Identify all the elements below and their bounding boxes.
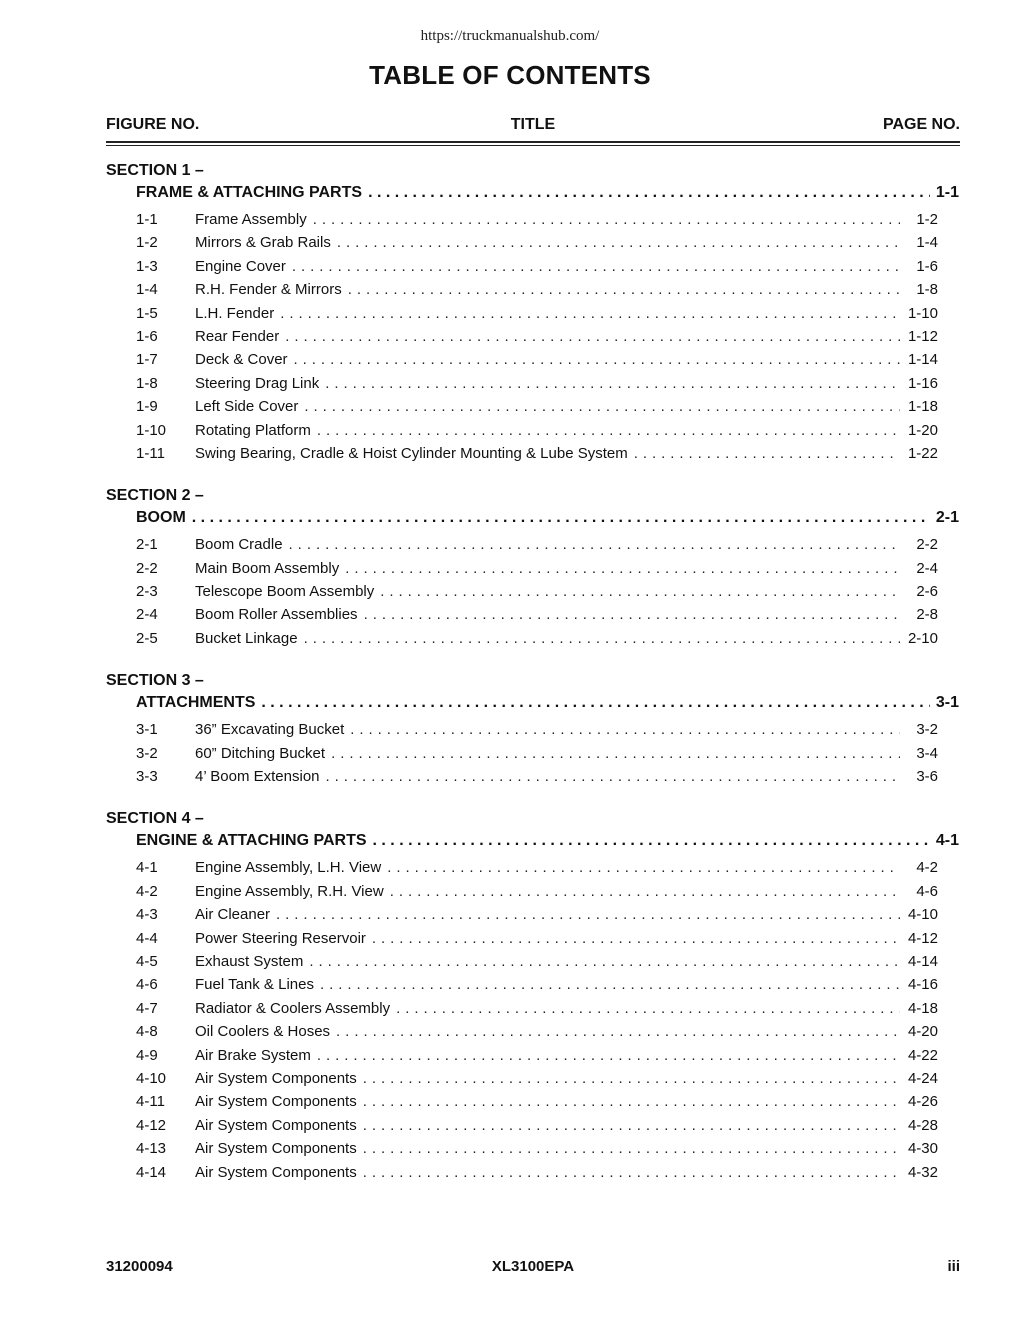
dot-leader xyxy=(363,1137,900,1160)
entry-title: 60” Ditching Bucket xyxy=(195,744,326,762)
entry-page: 2-2 xyxy=(916,536,938,554)
dot-leader xyxy=(326,765,900,788)
entry-page: 4-16 xyxy=(907,976,938,994)
entry-page: 4-26 xyxy=(907,1093,938,1111)
toc-entry[interactable] xyxy=(136,395,938,418)
toc-entry[interactable] xyxy=(136,1161,938,1184)
section-items xyxy=(106,208,960,465)
toc-entry[interactable] xyxy=(136,419,938,442)
dot-leader xyxy=(364,603,900,626)
page-title: TABLE OF CONTENTS xyxy=(369,60,651,90)
figure-number: 1-3 xyxy=(136,257,158,275)
entry-page: 4-14 xyxy=(907,952,938,970)
entry-page: 3-4 xyxy=(916,744,938,762)
entry-title: Rear Fender xyxy=(195,327,280,345)
dot-leader xyxy=(380,580,900,603)
dot-leader xyxy=(317,419,900,442)
entry-page: 4-24 xyxy=(907,1069,938,1087)
header-rule-top xyxy=(106,141,960,143)
dot-leader xyxy=(372,927,900,950)
section-items xyxy=(106,718,960,788)
dot-leader xyxy=(363,1067,900,1090)
dot-leader xyxy=(373,830,930,852)
figure-number: 4-12 xyxy=(136,1116,167,1134)
figure-number: 1-4 xyxy=(136,281,158,299)
dot-leader xyxy=(363,1090,900,1113)
entry-page: 4-12 xyxy=(907,929,938,947)
toc-entry[interactable] xyxy=(136,278,938,301)
figure-number: 1-7 xyxy=(136,351,158,369)
figure-number: 4-2 xyxy=(136,882,158,900)
dot-leader xyxy=(363,1114,900,1137)
section-label: SECTION 2 – xyxy=(106,487,204,505)
dot-leader xyxy=(325,372,900,395)
dot-leader xyxy=(387,856,900,879)
dot-leader xyxy=(368,182,930,204)
entry-title: Telescope Boom Assembly xyxy=(195,583,375,601)
toc-entry[interactable] xyxy=(136,880,938,903)
header-page-no: PAGE NO. xyxy=(882,116,960,133)
entry-page: 1-6 xyxy=(916,257,938,275)
entry-page: 3-6 xyxy=(916,768,938,786)
entry-page: 1-10 xyxy=(907,304,938,322)
dot-leader xyxy=(345,557,900,580)
entry-page: 4-6 xyxy=(916,882,938,900)
section-heading-entry[interactable] xyxy=(136,830,959,852)
entry-title: Left Side Cover xyxy=(195,398,299,416)
toc-section xyxy=(106,808,960,1183)
figure-number: 4-9 xyxy=(136,1046,158,1064)
section-title: BOOM xyxy=(136,509,186,527)
entry-title: Frame Assembly xyxy=(195,211,307,228)
dot-leader xyxy=(292,255,900,278)
entry-title: R.H. Fender & Mirrors xyxy=(195,281,342,299)
dot-leader xyxy=(363,1161,900,1184)
toc-entry[interactable] xyxy=(136,208,938,231)
figure-number: 1-9 xyxy=(136,398,158,416)
section-title: FRAME & ATTACHING PARTS xyxy=(136,184,363,201)
figure-number: 1-11 xyxy=(136,444,165,462)
footer-model: XL3100EPA xyxy=(491,1258,575,1275)
figure-number: 2-4 xyxy=(136,606,158,624)
source-url[interactable]: https://truckmanualshub.com/ xyxy=(420,28,600,44)
figure-number: 3-1 xyxy=(136,721,158,739)
figure-number: 4-14 xyxy=(136,1163,167,1181)
figure-number: 2-2 xyxy=(136,559,158,577)
figure-number: 1-6 xyxy=(136,327,158,345)
entry-title: Boom Roller Assemblies xyxy=(195,606,358,624)
toc-entry[interactable] xyxy=(136,255,938,278)
section-label: SECTION 4 – xyxy=(106,810,204,828)
dot-leader xyxy=(337,231,900,254)
header-title: TITLE xyxy=(510,116,556,133)
entry-page: 4-20 xyxy=(907,1023,938,1041)
entry-page: 4-2 xyxy=(916,859,938,877)
entry-page: 4-22 xyxy=(907,1046,938,1064)
figure-number: 4-7 xyxy=(136,999,158,1017)
figure-number: 4-13 xyxy=(136,1140,167,1158)
entry-page: 2-4 xyxy=(916,559,938,577)
dot-leader xyxy=(348,278,900,301)
figure-number: 1-1 xyxy=(136,211,158,228)
dot-leader xyxy=(331,742,900,765)
entry-page: 1-12 xyxy=(907,327,938,345)
section-items xyxy=(106,533,960,650)
toc-entry[interactable] xyxy=(136,997,938,1020)
figure-number: 4-6 xyxy=(136,976,158,994)
entry-page: 4-30 xyxy=(907,1140,938,1158)
entry-page: 1-20 xyxy=(907,421,938,439)
section-label: SECTION 1 – xyxy=(106,162,204,179)
entry-page: 3-2 xyxy=(916,721,938,739)
figure-number: 4-10 xyxy=(136,1069,167,1087)
toc-entry[interactable] xyxy=(136,973,938,996)
toc-entry[interactable] xyxy=(136,372,938,395)
entry-title: Engine Cover xyxy=(195,257,286,275)
section-items xyxy=(106,856,960,1183)
section-heading-entry[interactable] xyxy=(136,692,959,714)
figure-number: 4-8 xyxy=(136,1023,158,1041)
dot-leader xyxy=(289,533,900,556)
page-footer xyxy=(106,1258,960,1278)
dot-leader xyxy=(304,395,900,418)
section-title: ENGINE & ATTACHING PARTS xyxy=(136,832,367,850)
toc-entry[interactable] xyxy=(136,856,938,879)
dot-leader xyxy=(320,973,900,996)
entry-page: 1-22 xyxy=(907,444,938,462)
figure-number: 2-1 xyxy=(136,536,158,554)
entry-page: 2-8 xyxy=(916,606,938,624)
toc-entry[interactable] xyxy=(136,742,938,765)
section-heading-entry[interactable] xyxy=(136,507,959,529)
dot-leader xyxy=(285,325,900,348)
entry-title: Air System Components xyxy=(195,1163,357,1181)
toc-section xyxy=(106,485,960,650)
entry-title: Power Steering Reservoir xyxy=(195,929,366,947)
toc-entry[interactable] xyxy=(136,1044,938,1067)
entry-page: 4-18 xyxy=(907,999,938,1017)
toc-entry[interactable] xyxy=(136,603,938,626)
figure-number: 3-2 xyxy=(136,744,158,762)
toc-entry[interactable] xyxy=(136,302,938,325)
entry-title: Swing Bearing, Cradle & Hoist Cylinder Mounting & Lube System xyxy=(195,444,628,462)
toc-entry[interactable] xyxy=(136,1114,938,1137)
section-page: 4-1 xyxy=(935,832,959,850)
dot-leader xyxy=(192,507,930,529)
dot-leader xyxy=(280,302,900,325)
dot-leader xyxy=(294,348,900,371)
section-page: 1-1 xyxy=(935,184,959,201)
toc-section xyxy=(106,670,960,788)
dot-leader xyxy=(317,1044,900,1067)
toc-entry[interactable] xyxy=(136,903,938,926)
figure-number: 4-11 xyxy=(136,1093,165,1111)
section-title: ATTACHMENTS xyxy=(136,694,256,712)
entry-page: 1-4 xyxy=(916,234,938,252)
dot-leader xyxy=(390,880,900,903)
entry-title: Fuel Tank & Lines xyxy=(195,976,314,994)
entry-title: Engine Assembly, L.H. View xyxy=(195,859,382,877)
toc-entry[interactable] xyxy=(136,1090,938,1113)
footer-page-number: iii xyxy=(947,1258,960,1275)
entry-page: 1-16 xyxy=(907,374,938,392)
toc-list xyxy=(106,160,960,1204)
entry-title: Air System Components xyxy=(195,1069,357,1087)
figure-number: 4-5 xyxy=(136,952,158,970)
entry-page: 2-10 xyxy=(907,629,938,647)
header-rule-bottom xyxy=(106,145,960,146)
toc-entry[interactable] xyxy=(136,348,938,371)
section-page: 2-1 xyxy=(935,509,959,527)
dot-leader xyxy=(261,692,929,714)
dot-leader xyxy=(396,997,900,1020)
entry-title: Exhaust System xyxy=(195,952,304,970)
figure-number: 4-3 xyxy=(136,906,158,924)
toc-entry[interactable] xyxy=(136,927,938,950)
entry-title: Main Boom Assembly xyxy=(195,559,340,577)
dot-leader xyxy=(313,208,900,231)
entry-page: 1-18 xyxy=(907,398,938,416)
figure-number: 3-3 xyxy=(136,768,158,786)
entry-title: Rotating Platform xyxy=(195,421,311,439)
figure-number: 2-3 xyxy=(136,583,158,601)
entry-page: 1-8 xyxy=(916,281,938,299)
toc-entry[interactable] xyxy=(136,580,938,603)
dot-leader xyxy=(350,718,900,741)
toc-entry[interactable] xyxy=(136,533,938,556)
entry-title: Air System Components xyxy=(195,1140,357,1158)
section-page: 3-1 xyxy=(935,694,959,712)
figure-number: 1-8 xyxy=(136,374,158,392)
entry-title: 4’ Boom Extension xyxy=(195,768,320,786)
dot-leader xyxy=(309,950,900,973)
entry-page: 4-32 xyxy=(907,1163,938,1181)
entry-title: 36” Excavating Bucket xyxy=(195,721,345,739)
toc-entry[interactable] xyxy=(136,1020,938,1043)
entry-page: 4-10 xyxy=(907,906,938,924)
entry-title: Boom Cradle xyxy=(195,536,283,554)
entry-title: Air Cleaner xyxy=(195,906,271,924)
entry-title: Mirrors & Grab Rails xyxy=(195,234,331,252)
toc-entry[interactable] xyxy=(136,1067,938,1090)
figure-number: 1-5 xyxy=(136,304,158,322)
entry-title: Deck & Cover xyxy=(195,351,288,369)
figure-number: 2-5 xyxy=(136,629,158,647)
section-heading-entry[interactable] xyxy=(136,182,959,204)
entry-title: Bucket Linkage xyxy=(195,629,298,647)
dot-leader xyxy=(276,903,900,926)
footer-doc-number: 31200094 xyxy=(106,1258,173,1275)
entry-title: Air System Components xyxy=(195,1093,357,1111)
entry-page: 4-28 xyxy=(907,1116,938,1134)
entry-page: 1-2 xyxy=(916,211,938,228)
dot-leader xyxy=(336,1020,900,1043)
toc-entry[interactable] xyxy=(136,557,938,580)
figure-number: 1-10 xyxy=(136,421,167,439)
toc-entry[interactable] xyxy=(136,950,938,973)
toc-section xyxy=(106,160,960,465)
figure-number: 4-1 xyxy=(136,859,158,877)
column-headers xyxy=(106,116,960,138)
toc-entry[interactable] xyxy=(136,442,938,465)
figure-number: 1-2 xyxy=(136,234,158,252)
dot-leader xyxy=(304,627,900,650)
entry-page: 2-6 xyxy=(916,583,938,601)
entry-title: Steering Drag Link xyxy=(195,374,320,392)
entry-title: Radiator & Coolers Assembly xyxy=(195,999,391,1017)
entry-title: Oil Coolers & Hoses xyxy=(195,1023,331,1041)
entry-page: 1-14 xyxy=(907,351,938,369)
entry-title: L.H. Fender xyxy=(195,304,275,322)
toc-entry[interactable] xyxy=(136,1137,938,1160)
entry-title: Engine Assembly, R.H. View xyxy=(195,882,384,900)
toc-entry[interactable] xyxy=(136,718,938,741)
entry-title: Air System Components xyxy=(195,1116,357,1134)
dot-leader xyxy=(634,442,900,465)
toc-entry[interactable] xyxy=(136,765,938,788)
toc-entry[interactable] xyxy=(136,325,938,348)
figure-number: 4-4 xyxy=(136,929,158,947)
toc-entry[interactable] xyxy=(136,627,938,650)
header-figure-no: FIGURE NO. xyxy=(106,116,200,133)
section-label: SECTION 3 – xyxy=(106,672,204,690)
toc-entry[interactable] xyxy=(136,231,938,254)
entry-title: Air Brake System xyxy=(195,1046,311,1064)
